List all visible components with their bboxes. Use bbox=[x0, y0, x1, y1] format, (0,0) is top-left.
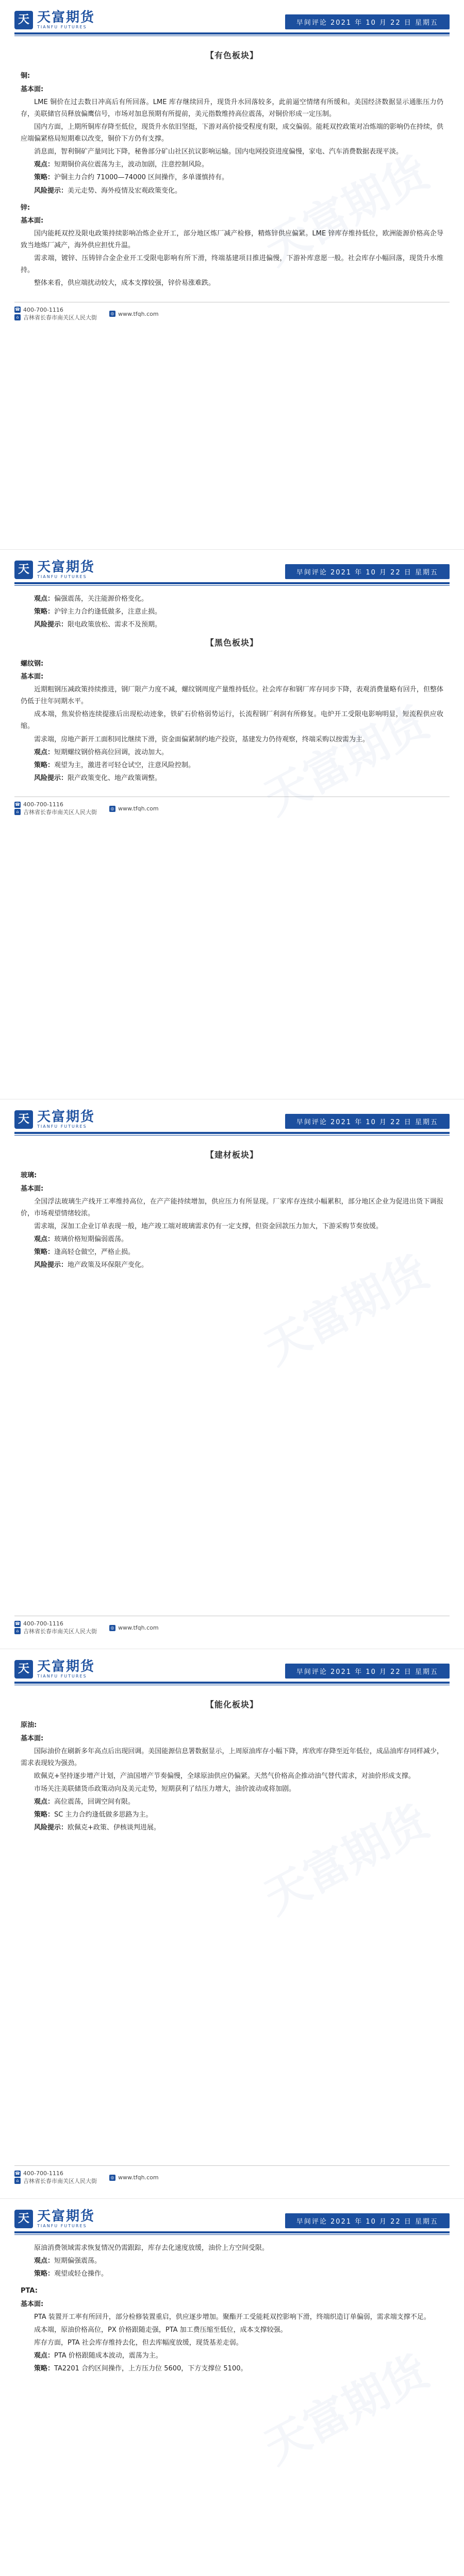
view-value: 短期螺纹钢价格高位回调，波动加大。 bbox=[54, 748, 169, 756]
paragraph: 消息面，智利铜矿产量同比下降，秘鲁部分矿山社区抗议影响运输。国内电网投资进度偏慢，家电、汽车消费数据表现平淡。 bbox=[34, 148, 403, 156]
strategy-value: 沪铜主力合约 71000—74000 区间操作，多单谨慎持有。 bbox=[54, 174, 228, 182]
view-key: 观点： bbox=[34, 748, 55, 756]
commodity-title: 铜: bbox=[21, 72, 30, 80]
page-content bbox=[0, 36, 464, 290]
paragraph: 需求端，镀锌、压铸锌合金企业开工受限电影响有所下滑，终端基建项目推进偏慢，下游补库意愿一般。社会库存小幅回落，现货升水维持。 bbox=[21, 255, 443, 275]
footer-phone: 400-700-1116 bbox=[23, 306, 63, 313]
risk-value: 地产政策及环保限产变化。 bbox=[68, 1261, 148, 1269]
page-footer bbox=[14, 796, 450, 816]
brand-logo bbox=[14, 1659, 95, 1679]
footer-site: www.tfqh.com bbox=[118, 1624, 159, 1631]
commodity-title: 螺纹钢: bbox=[21, 659, 44, 668]
page-content bbox=[0, 1685, 464, 1834]
risk-key: 风险提示： bbox=[34, 1261, 68, 1269]
risk-line bbox=[21, 1259, 443, 1271]
footer-address: 吉林省长春市南关区人民大街 bbox=[23, 314, 97, 321]
location-icon: ⌂ bbox=[14, 2178, 21, 2184]
strategy-key: 策略： bbox=[34, 608, 55, 616]
footer-phone: 400-700-1116 bbox=[23, 1620, 63, 1627]
section-title: 【建材板块】 bbox=[205, 1150, 258, 1160]
fundamentals-label: 基本面: bbox=[21, 216, 44, 225]
footer-site-link[interactable] bbox=[109, 1624, 159, 1631]
page-content bbox=[0, 586, 464, 784]
paragraph: LME 铜价在过去数日冲高后有所回落。LME 库存继续回升，现货升水回落较多，此前逼空情绪有所缓和。美国经济数据显示通胀压力仍存，美联储官员释放偏鹰信号，市场对加息预期有所提前，美元指数维持高位震荡，对铜价形成一定压制。 bbox=[21, 98, 443, 118]
logo-mark-icon: 天 bbox=[14, 1110, 33, 1129]
page-content bbox=[0, 1136, 464, 1271]
page-5 bbox=[0, 2198, 464, 2576]
phone-icon: ☎ bbox=[15, 1621, 20, 1626]
commodity-title: PTA: bbox=[21, 2287, 38, 2295]
strategy-key: 策略： bbox=[34, 761, 55, 769]
page-footer bbox=[14, 1616, 450, 1635]
strategy-line bbox=[21, 1809, 443, 1821]
fundamentals-label: 基本面: bbox=[21, 85, 44, 93]
logo-mark-icon: 天 bbox=[14, 1660, 33, 1679]
view-line bbox=[21, 593, 443, 605]
view-value: 短期偏强震荡。 bbox=[54, 2257, 102, 2265]
strategy-line bbox=[21, 2268, 443, 2280]
globe-icon: ◎ bbox=[109, 311, 115, 317]
risk-line bbox=[21, 1822, 443, 1834]
commodity-title: 锌: bbox=[21, 204, 30, 212]
strategy-key: 策略： bbox=[34, 2365, 55, 2373]
commodity-title: 原油: bbox=[21, 1721, 37, 1730]
footer-site-link[interactable] bbox=[109, 805, 159, 812]
brand-logo bbox=[14, 1110, 95, 1129]
date-banner: 早间评论 2021 年 10 月 22 日 星期五 bbox=[285, 564, 450, 579]
brand-name: 天富期货 bbox=[37, 1659, 95, 1674]
strategy-value: 观望或轻仓操作。 bbox=[54, 2270, 108, 2278]
commodity-title: 玻璃: bbox=[21, 1172, 37, 1180]
footer-address: 吉林省长春市南关区人民大街 bbox=[23, 809, 97, 816]
risk-value: 美元走势、海外疫情及宏观政策变化。 bbox=[68, 187, 182, 195]
section-title: 【黑色板块】 bbox=[205, 638, 258, 648]
brand-name: 天富期货 bbox=[37, 560, 95, 575]
view-value: PTA 价格跟随成本波动，震荡为主。 bbox=[54, 2352, 162, 2360]
paragraph: 整体来看，供应端扰动较大，成本支撑较强，锌价易涨难跌。 bbox=[34, 279, 216, 287]
fundamentals-label: 基本面: bbox=[21, 1734, 44, 1742]
footer-site: www.tfqh.com bbox=[118, 805, 159, 812]
paragraph: 成本端，原油价格高位，PX 价格跟随走强，PTA 加工费压缩至低位，成本支撑较强。 bbox=[34, 2326, 287, 2334]
paragraph: PTA 装置开工率有所回升，部分检修装置重启，供应逐步增加。聚酯开工受能耗双控影响下滑，终端织造订单偏弱，需求端支撑不足。 bbox=[34, 2313, 430, 2321]
footer-address: 吉林省长春市南关区人民大街 bbox=[23, 1628, 97, 1635]
header-divider bbox=[14, 2231, 450, 2233]
view-line bbox=[21, 1796, 443, 1808]
page-4 bbox=[0, 1649, 464, 2198]
strategy-key: 策略： bbox=[34, 2270, 55, 2278]
footer-site: www.tfqh.com bbox=[118, 310, 159, 317]
risk-line bbox=[21, 619, 443, 631]
date-banner: 早间评论 2021 年 10 月 22 日 星期五 bbox=[285, 1114, 450, 1129]
strategy-line bbox=[21, 2363, 443, 2375]
brand-logo bbox=[14, 2209, 95, 2228]
logo-mark-icon: 天 bbox=[14, 2210, 33, 2228]
logo-mark-icon: 天 bbox=[14, 561, 33, 579]
fundamentals-label: 基本面: bbox=[21, 2300, 44, 2308]
paragraph: 国际油价在刷新多年高点后出现回调。美国能源信息署数据显示，上周原油库存小幅下降，库欣库存降至近年低位，成品油库存同样减少，需求表现较为强劲。 bbox=[21, 1747, 443, 1767]
strategy-line bbox=[21, 172, 443, 183]
risk-line bbox=[21, 185, 443, 197]
strategy-value: 逢高轻仓做空，严格止损。 bbox=[54, 1248, 135, 1257]
view-key: 观点： bbox=[34, 2257, 55, 2265]
view-line bbox=[21, 2255, 443, 2267]
paragraph: 全国浮法玻璃生产线开工率维持高位，在产产能持续增加，供应压力有所显现。厂家库存连续小幅累积，部分地区企业为促进出货下调报价，市场观望情绪较浓。 bbox=[21, 1197, 443, 1217]
footer-site: www.tfqh.com bbox=[118, 2174, 159, 2181]
view-key: 观点： bbox=[34, 1235, 55, 1244]
strategy-key: 策略： bbox=[34, 174, 55, 182]
brand-name-en: TIANFU FUTURES bbox=[37, 1674, 87, 1679]
location-icon: ⌂ bbox=[14, 1628, 21, 1634]
paragraph: 原油消费领域需求恢复情况仍需跟踪，库存去化速度放缓，油价上方空间受限。 bbox=[34, 2244, 269, 2252]
paragraph: 需求端，深加工企业订单表现一般，地产竣工端对玻璃需求仍有一定支撑，但资金回款压力加大，下游采购节奏放缓。 bbox=[34, 1222, 383, 1230]
date-banner: 早间评论 2021 年 10 月 22 日 星期五 bbox=[285, 1664, 450, 1679]
brand-logo bbox=[14, 10, 95, 29]
risk-key: 风险提示： bbox=[34, 621, 68, 629]
risk-key: 风险提示： bbox=[34, 187, 68, 195]
paragraph: 近期粗钢压减政策持续推进，钢厂限产力度不减，螺纹钢周度产量维持低位。社会库存和钢厂库存同步下降，表观消费量略有回升，但整体仍低于往年同期水平。 bbox=[21, 686, 443, 706]
fundamentals-label: 基本面: bbox=[21, 1184, 44, 1193]
risk-value: 欧佩克+政策、伊核谈判进展。 bbox=[68, 1824, 160, 1832]
view-key: 观点： bbox=[34, 2352, 55, 2360]
globe-icon: ◎ bbox=[109, 1625, 115, 1631]
strategy-key: 策略： bbox=[34, 1248, 55, 1257]
brand-name-en: TIANFU FUTURES bbox=[37, 574, 87, 579]
header-divider bbox=[14, 1132, 450, 1134]
strategy-value: 观望为主，激进者可轻仓试空，注意风险控制。 bbox=[54, 761, 195, 769]
globe-icon: ◎ bbox=[109, 806, 115, 812]
page-header bbox=[0, 1649, 464, 1682]
view-value: 偏强震荡，关注能源价格变化。 bbox=[54, 595, 148, 603]
header-divider bbox=[14, 32, 450, 35]
phone-icon: ☎ bbox=[15, 802, 20, 807]
brand-name: 天富期货 bbox=[37, 10, 95, 25]
date-banner: 早间评论 2021 年 10 月 22 日 星期五 bbox=[285, 2213, 450, 2228]
strategy-key: 策略： bbox=[34, 1811, 55, 1819]
section-title: 【有色板块】 bbox=[205, 50, 258, 60]
page-header bbox=[0, 1099, 464, 1132]
fundamentals-label: 基本面: bbox=[21, 672, 44, 681]
view-value: 玻璃价格短期偏弱震荡。 bbox=[54, 1235, 128, 1244]
page-header bbox=[0, 0, 464, 32]
view-value: 高位震荡，回调空间有限。 bbox=[54, 1798, 135, 1806]
brand-name: 天富期货 bbox=[37, 2209, 95, 2224]
strategy-line bbox=[21, 759, 443, 771]
view-key: 观点： bbox=[34, 161, 55, 169]
page-footer bbox=[14, 2165, 450, 2185]
page-header bbox=[0, 2199, 464, 2231]
footer-phone: 400-700-1116 bbox=[23, 2170, 63, 2177]
date-banner: 早间评论 2021 年 10 月 22 日 星期五 bbox=[285, 14, 450, 29]
page-header bbox=[0, 550, 464, 582]
view-key: 观点： bbox=[34, 1798, 55, 1806]
strategy-value: 沪锌主力合约逢低做多，注意止损。 bbox=[54, 608, 162, 616]
strategy-line bbox=[21, 1246, 443, 1258]
paragraph: 库存方面，PTA 社会库存维持去化，但去库幅度放缓，现货基差走弱。 bbox=[34, 2338, 243, 2347]
view-value: 短期铜价高位震荡为主，波动加剧，注意控制风险。 bbox=[54, 161, 209, 169]
brand-logo bbox=[14, 560, 95, 579]
view-line bbox=[21, 159, 443, 171]
strategy-line bbox=[21, 606, 443, 618]
page-footer bbox=[14, 302, 450, 321]
view-line bbox=[21, 1233, 443, 1245]
view-line bbox=[21, 2350, 443, 2362]
paragraph: 国内方面，上期所铜库存降至低位，现货升水依旧坚挺，下游对高价接受程度有限，成交偏弱。能耗双控政策对冶炼端的影响仍在持续，供应端偏紧格局短期难以改变，铜价下方仍有支撑。 bbox=[21, 123, 443, 143]
header-divider bbox=[14, 582, 450, 584]
footer-site-link[interactable] bbox=[109, 2174, 159, 2181]
location-icon: ⌂ bbox=[14, 809, 21, 815]
paragraph: 市场关注美联储货币政策动向及美元走势，短期获利了结压力增大，油价波动或将加剧。 bbox=[34, 1785, 296, 1793]
risk-key: 风险提示： bbox=[34, 774, 68, 782]
risk-line bbox=[21, 772, 443, 784]
view-key: 观点： bbox=[34, 595, 55, 603]
footer-address: 吉林省长春市南关区人民大街 bbox=[23, 2178, 97, 2184]
risk-key: 风险提示： bbox=[34, 1824, 68, 1832]
strategy-value: TA2201 合约区间操作，上方压力位 5600，下方支撑位 5100。 bbox=[54, 2365, 247, 2373]
footer-phone: 400-700-1116 bbox=[23, 801, 63, 808]
paragraph: 欧佩克+坚持逐步增产计划，产油国增产节奏偏慢，全球原油供应仍偏紧。天然气价格高企推动油气替代需求，对油价形成支撑。 bbox=[34, 1772, 415, 1780]
brand-name-en: TIANFU FUTURES bbox=[37, 1124, 87, 1129]
paragraph: 国内能耗双控及限电政策持续影响冶炼企业开工，部分地区炼厂减产检修，精炼锌供应偏紧。LME 锌库存维持低位，欧洲能源价格高企导致当地炼厂减产，海外供应担忧升温。 bbox=[21, 229, 443, 250]
header-divider bbox=[14, 1682, 450, 1684]
footer-site-link[interactable] bbox=[109, 311, 159, 317]
page-2 bbox=[0, 549, 464, 1099]
brand-name: 天富期货 bbox=[37, 1109, 95, 1125]
section-title: 【能化板块】 bbox=[205, 1700, 258, 1709]
globe-icon: ◎ bbox=[109, 2175, 115, 2181]
brand-name-en: TIANFU FUTURES bbox=[37, 2224, 87, 2228]
phone-icon: ☎ bbox=[15, 307, 20, 312]
page-content bbox=[0, 2235, 464, 2375]
view-line bbox=[21, 747, 443, 758]
location-icon: ⌂ bbox=[14, 314, 21, 320]
page-3 bbox=[0, 1099, 464, 1649]
phone-icon: ☎ bbox=[15, 2171, 20, 2176]
risk-value: 限产政策变化、地产政策调整。 bbox=[68, 774, 162, 782]
page-1 bbox=[0, 0, 464, 549]
logo-mark-icon: 天 bbox=[14, 11, 33, 29]
paragraph: 需求端，房地产新开工面积同比继续下滑，资金面偏紧制约地产投资，基建发力仍待观察，终端采购以按需为主。 bbox=[34, 735, 370, 743]
risk-value: 限电政策放松、需求不及预期。 bbox=[68, 621, 162, 629]
strategy-value: SC 主力合约逢低做多思路为主。 bbox=[54, 1811, 153, 1819]
brand-name-en: TIANFU FUTURES bbox=[37, 25, 87, 29]
paragraph: 成本端，焦炭价格连续提涨后出现松动迹象，铁矿石价格弱势运行，长流程钢厂利润有所修复。电炉开工受限电影响明显，短流程供应收缩。 bbox=[21, 710, 443, 731]
